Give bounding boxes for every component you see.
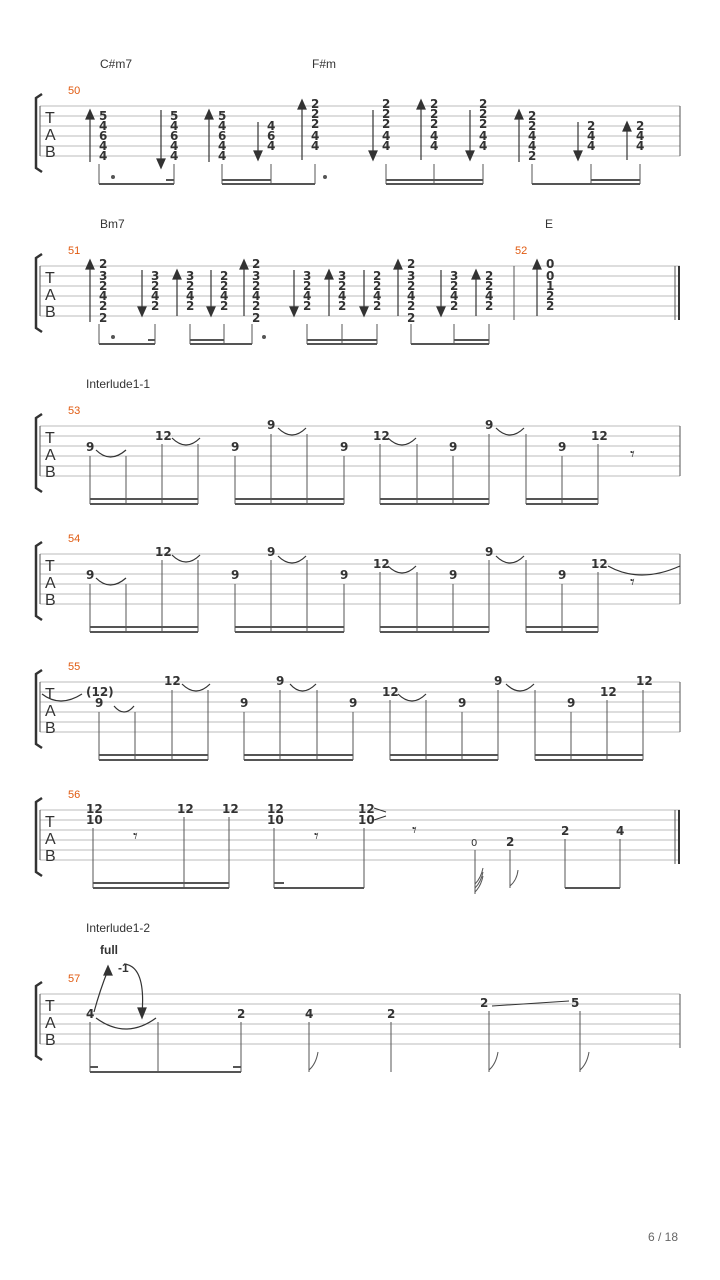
fret-number: 5 <box>571 996 580 1010</box>
rhythm-beams <box>90 1011 589 1072</box>
fret-number: 2 <box>479 117 488 131</box>
chord-label: E <box>545 217 554 231</box>
tab-clef-b: B <box>45 304 56 321</box>
measure-number: 57 <box>68 973 81 985</box>
fret-number: 4 <box>267 119 276 133</box>
tab-clef-a: A <box>45 287 56 304</box>
fret-number: 12 <box>155 429 172 443</box>
fret-column <box>479 97 487 153</box>
fret-number: 2 <box>636 119 645 133</box>
fret-number: 2 <box>546 299 555 313</box>
fret-number: 3 <box>151 269 160 283</box>
tab-clef-b: B <box>45 1032 56 1049</box>
fret-column <box>170 109 178 163</box>
fret-number: 12 <box>636 674 653 688</box>
fret-number: 6 <box>267 129 276 143</box>
bend-release-label: -1 <box>118 961 129 975</box>
fret-number: 4 <box>528 129 537 143</box>
fret-number: 12 <box>591 557 608 571</box>
fret-number: 9 <box>267 418 276 432</box>
fret-number: 9 <box>349 696 358 710</box>
fret-number: 12 <box>382 685 399 699</box>
tab-clef-t: T <box>45 270 55 287</box>
fret-number: 5 <box>99 109 108 123</box>
fret-number: 6 <box>170 129 179 143</box>
chord-label: Bm7 <box>100 217 125 231</box>
staff-lines <box>40 682 680 732</box>
fret-number: 9 <box>449 568 458 582</box>
fret-number: 2 <box>382 107 391 121</box>
tab-clef-a: A <box>45 831 56 848</box>
rhythm-beams <box>99 164 640 184</box>
fret-column <box>373 269 381 313</box>
fret-number: 4 <box>252 289 261 303</box>
tab-clef-a: A <box>45 447 56 464</box>
fret-number: 9 <box>240 696 249 710</box>
fret-number: 2 <box>303 279 312 293</box>
fret-column <box>546 257 554 313</box>
fret-column <box>151 269 159 313</box>
section-label: Interlude1-2 <box>86 921 151 935</box>
fret-number: 2 <box>220 299 229 313</box>
section-label: Interlude1-1 <box>86 377 151 391</box>
fret-number: 2 <box>407 299 416 313</box>
tab-clef-b: B <box>45 144 56 161</box>
fret-number: 9 <box>567 696 576 710</box>
rest-icon: 𝄾 <box>133 826 138 847</box>
fret-number: 9 <box>494 674 503 688</box>
fret-number: 2 <box>485 299 494 313</box>
fret-number: 9 <box>231 568 240 582</box>
tab-clef-b: B <box>45 464 56 481</box>
fret-number: 10 <box>358 813 375 827</box>
fret-number: 2 <box>237 1007 246 1021</box>
bend-label: full <box>100 943 118 957</box>
fret-number: 3 <box>338 269 347 283</box>
fret-column <box>430 97 438 153</box>
fret-number: 4 <box>479 139 488 153</box>
fret-number: 4 <box>311 129 320 143</box>
fret-column <box>338 269 346 313</box>
tab-clef-t: T <box>45 558 55 575</box>
fret-number: 9 <box>340 440 349 454</box>
fret-number: 4 <box>382 139 391 153</box>
fret-column <box>99 257 107 325</box>
fret-number: 4 <box>220 289 229 303</box>
fret-number: 9 <box>458 696 467 710</box>
fret-number: 10 <box>86 813 103 827</box>
fret-number: 2 <box>546 289 555 303</box>
fret-column <box>528 109 536 163</box>
fret-column <box>450 269 458 313</box>
staff-lines <box>40 266 680 316</box>
fret-number: 12 <box>222 802 239 816</box>
fret-number: 2 <box>373 269 382 283</box>
fret-number: 2 <box>252 257 261 271</box>
measure-number: 56 <box>68 789 81 801</box>
fret-number: 3 <box>407 269 416 283</box>
fret-number: 2 <box>561 824 570 838</box>
fret-number: 12 <box>86 802 103 816</box>
fret-number: 4 <box>151 289 160 303</box>
fret-number: 4 <box>99 139 108 153</box>
measure-number: 50 <box>68 85 81 97</box>
fret-number: 2 <box>338 299 347 313</box>
fret-number: 2 <box>407 311 416 325</box>
system-2 <box>36 217 680 344</box>
fret-number: 9 <box>558 568 567 582</box>
fret-number: 9 <box>449 440 458 454</box>
fret-number: 2 <box>485 279 494 293</box>
fret-number: (12) <box>86 685 114 699</box>
fret-number: 4 <box>616 824 625 838</box>
fret-number: 5 <box>218 109 227 123</box>
fret-number: 2 <box>186 279 195 293</box>
staff-lines <box>40 106 680 156</box>
fret-number: 4 <box>267 139 276 153</box>
rhythm-beams <box>99 324 489 344</box>
fret-number: 2 <box>479 107 488 121</box>
fret-column <box>587 119 595 153</box>
fret-number: 4 <box>430 129 439 143</box>
tab-clef-t: T <box>45 110 55 127</box>
fret-number: 3 <box>450 269 459 283</box>
fret-number: 4 <box>338 289 347 303</box>
fret-number: 2 <box>151 279 160 293</box>
fret-number: 4 <box>373 289 382 303</box>
fret-number: 2 <box>252 311 261 325</box>
fret-column <box>303 269 311 313</box>
fret-column <box>186 269 194 313</box>
fret-number: 2 <box>186 299 195 313</box>
fret-number: 4 <box>528 139 537 153</box>
fret-column <box>485 269 493 313</box>
system-3 <box>36 377 680 504</box>
rhythm-beams <box>93 817 620 894</box>
staff-lines <box>40 554 680 604</box>
tab-clef-b: B <box>45 720 56 737</box>
fret-number: 2 <box>387 1007 396 1021</box>
fret-number: 9 <box>276 674 285 688</box>
fret-number: 12 <box>267 802 284 816</box>
fret-number: 4 <box>99 289 108 303</box>
fret-number: 4 <box>86 1007 95 1021</box>
fret-number: 3 <box>252 269 261 283</box>
fret-number: 2 <box>99 279 108 293</box>
measure-number: 53 <box>68 405 81 417</box>
fret-number: 4 <box>636 139 645 153</box>
fret-number: 4 <box>305 1007 314 1021</box>
fret-number: 9 <box>95 696 104 710</box>
fret-number: 9 <box>86 568 95 582</box>
fret-number: 9 <box>267 545 276 559</box>
fret-number: 2 <box>382 97 391 111</box>
fret-column <box>407 257 415 325</box>
fret-number: 9 <box>86 440 95 454</box>
fret-number: 2 <box>407 279 416 293</box>
fret-number: 2 <box>480 996 489 1010</box>
tab-clef-b: B <box>45 848 56 865</box>
fret-number: 4 <box>218 149 227 163</box>
fret-number: 4 <box>218 119 227 133</box>
system-7 <box>36 921 680 1072</box>
fret-number: 1 <box>546 279 555 293</box>
staff-lines <box>40 426 680 476</box>
fret-number: 2 <box>252 299 261 313</box>
page-number: 6 / 18 <box>647 1230 678 1244</box>
system-4 <box>36 533 680 632</box>
system-5 <box>36 661 680 760</box>
fret-number: 2 <box>450 299 459 313</box>
fret-number: 12 <box>373 557 390 571</box>
fret-number: 2 <box>311 117 320 131</box>
fret-number: 9 <box>231 440 240 454</box>
fret-number: 4 <box>311 139 320 153</box>
tab-clef-t: T <box>45 430 55 447</box>
fret-number: 2 <box>311 107 320 121</box>
fret-column <box>220 269 228 313</box>
fret-number: 12 <box>155 545 172 559</box>
tab-clef-t: T <box>45 814 55 831</box>
fret-number: 12 <box>164 674 181 688</box>
fret-number: 3 <box>186 269 195 283</box>
tab-clef-b: B <box>45 592 56 609</box>
fret-number: 12 <box>373 429 390 443</box>
fret-number: 4 <box>382 129 391 143</box>
staff-lines <box>40 994 680 1044</box>
fret-number: 4 <box>170 149 179 163</box>
fret-column <box>252 257 260 325</box>
fret-number: 12 <box>600 685 617 699</box>
fret-column <box>218 109 226 163</box>
fret-number: 5 <box>170 109 179 123</box>
fret-number: 4 <box>450 289 459 303</box>
fret-number: 4 <box>479 129 488 143</box>
fret-number: 9 <box>485 418 494 432</box>
measure-number: 52 <box>515 245 528 257</box>
rest-icon: 𝄾 <box>314 826 319 847</box>
fret-number: 4 <box>170 139 179 153</box>
fret-number: 6 <box>218 129 227 143</box>
fret-number: 10 <box>267 813 284 827</box>
fret-number: 2 <box>338 279 347 293</box>
fret-number: 2 <box>373 299 382 313</box>
fret-number: 4 <box>186 289 195 303</box>
fret-column <box>382 97 390 153</box>
fret-number: 12 <box>591 429 608 443</box>
fret-number: 0 <box>471 838 478 849</box>
fret-number: 2 <box>528 149 537 163</box>
fret-number: 4 <box>170 119 179 133</box>
tab-clef-t: T <box>45 998 55 1015</box>
tab-clef-a: A <box>45 1015 56 1032</box>
strum-arrows <box>86 100 631 168</box>
fret-number: 4 <box>485 289 494 303</box>
fret-number: 2 <box>220 269 229 283</box>
fret-number: 4 <box>218 139 227 153</box>
fret-number: 3 <box>303 269 312 283</box>
measure-number: 51 <box>68 245 81 257</box>
fret-number: 9 <box>485 545 494 559</box>
fret-number: 4 <box>587 129 596 143</box>
system-6 <box>36 789 680 894</box>
tab-clef-a: A <box>45 575 56 592</box>
fret-number: 4 <box>430 139 439 153</box>
fret-number: 2 <box>506 835 515 849</box>
fret-column <box>636 119 644 153</box>
fret-number: 2 <box>311 97 320 111</box>
fret-number: 2 <box>99 311 108 325</box>
fret-number: 9 <box>340 568 349 582</box>
fret-number: 2 <box>382 117 391 131</box>
fret-number: 4 <box>587 139 596 153</box>
fret-number: 2 <box>479 97 488 111</box>
fret-number: 0 <box>546 269 555 283</box>
rhythm-beams <box>99 690 643 760</box>
chord-label: F#m <box>312 57 336 71</box>
measure-number: 54 <box>68 533 81 545</box>
fret-number: 2 <box>485 269 494 283</box>
rest-icon: 𝄾 <box>630 572 635 593</box>
chord-label: C#m7 <box>100 57 133 71</box>
fret-number: 4 <box>99 149 108 163</box>
fret-number: 4 <box>636 129 645 143</box>
fret-number: 2 <box>220 279 229 293</box>
fret-number: 4 <box>99 119 108 133</box>
fret-number: 2 <box>430 117 439 131</box>
fret-column <box>267 119 275 153</box>
fret-number: 2 <box>303 299 312 313</box>
fret-number: 6 <box>99 129 108 143</box>
fret-number: 0 <box>546 257 555 271</box>
tab-clef-a: A <box>45 703 56 720</box>
fret-number: 2 <box>99 257 108 271</box>
fret-number: 2 <box>373 279 382 293</box>
measure-number: 55 <box>68 661 81 673</box>
fret-number: 2 <box>528 119 537 133</box>
fret-number: 2 <box>151 299 160 313</box>
tab-clef-t: T <box>45 686 55 703</box>
tab-clef-a: A <box>45 127 56 144</box>
rest-icon: 𝄾 <box>412 820 417 841</box>
fret-column <box>99 109 107 163</box>
rest-icon: 𝄾 <box>630 444 635 465</box>
fret-number: 3 <box>99 269 108 283</box>
fret-number: 4 <box>303 289 312 303</box>
fret-number: 4 <box>407 289 416 303</box>
fret-number: 2 <box>99 299 108 313</box>
fret-number: 2 <box>430 97 439 111</box>
system-1 <box>36 57 680 184</box>
fret-number: 12 <box>177 802 194 816</box>
fret-number: 2 <box>252 279 261 293</box>
fret-number: 9 <box>558 440 567 454</box>
fret-number: 2 <box>528 109 537 123</box>
fret-number: 2 <box>430 107 439 121</box>
fret-column <box>311 97 319 153</box>
fret-number: 2 <box>450 279 459 293</box>
fret-number: 2 <box>407 257 416 271</box>
fret-number: 12 <box>358 802 375 816</box>
fret-number: 2 <box>587 119 596 133</box>
